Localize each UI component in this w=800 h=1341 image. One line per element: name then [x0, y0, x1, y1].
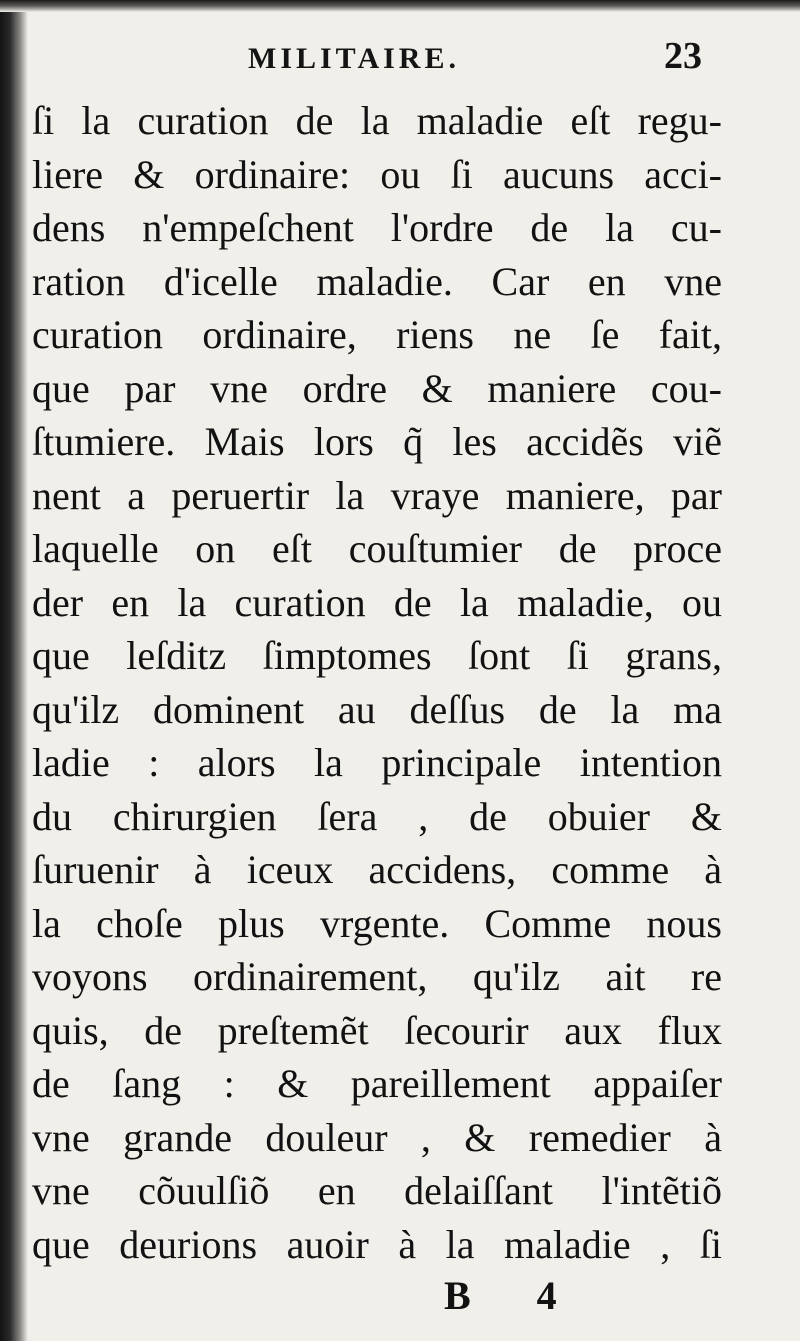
- text-line: der en la curation de la maladie, ou: [32, 579, 722, 625]
- text-line: de ſang : & pareillement appaiſer: [32, 1061, 722, 1106]
- text-line: quis, de preſtemẽt ſecourir aux flux: [32, 1007, 722, 1053]
- body-text: [32, 94, 722, 1271]
- text-line: curation ordinaire, riens ne ſe fait,: [32, 312, 722, 357]
- text-line: dens n'empeſchent l'ordre de la cu-: [32, 205, 722, 250]
- text-line: ſtumiere. Mais lors q̃ les accidẽs viẽ: [32, 419, 722, 464]
- running-head: MILITAIRE.: [248, 42, 460, 75]
- text-line: que leſditz ſimptomes ſont ſi grans,: [32, 633, 722, 678]
- page-top-shadow: [0, 0, 800, 12]
- text-line: vne grande douleur , & remedier à: [32, 1114, 722, 1160]
- text-line: que deurions auoir à la maladie , ſi: [32, 1221, 722, 1267]
- text-line: du chirurgien ſera , de obuier &: [32, 793, 722, 839]
- text-line: ladie : alors la principale intention: [32, 740, 722, 785]
- text-line: qu'ilz dominent au deſſus de la ma: [32, 686, 722, 732]
- text-line: ration d'icelle maladie. Car en vne: [32, 258, 722, 304]
- text-line: laquelle on eſt couſtumier de proce: [32, 526, 722, 571]
- page-number: 23: [664, 35, 702, 77]
- text-line: liere & ordinaire: ou ſi aucuns acci-: [32, 151, 722, 197]
- text-line: voyons ordinairement, qu'ilz ait re: [32, 954, 722, 999]
- text-line: ſi la curation de la maladie eſt regu-: [32, 98, 722, 143]
- page-binding-shadow: [0, 0, 28, 1341]
- text-line: ſuruenir à iceux accidens, comme à: [32, 847, 722, 892]
- text-line: vne cõuulſiõ en delaiſſant l'intẽtiõ: [32, 1168, 722, 1213]
- text-line: que par vne ordre & maniere cou-: [32, 365, 722, 411]
- signature-mark: B 4: [444, 1273, 585, 1318]
- text-line: la choſe plus vrgente. Comme nous: [32, 900, 722, 946]
- text-line: nent a peruertir la vraye maniere, par: [32, 472, 722, 518]
